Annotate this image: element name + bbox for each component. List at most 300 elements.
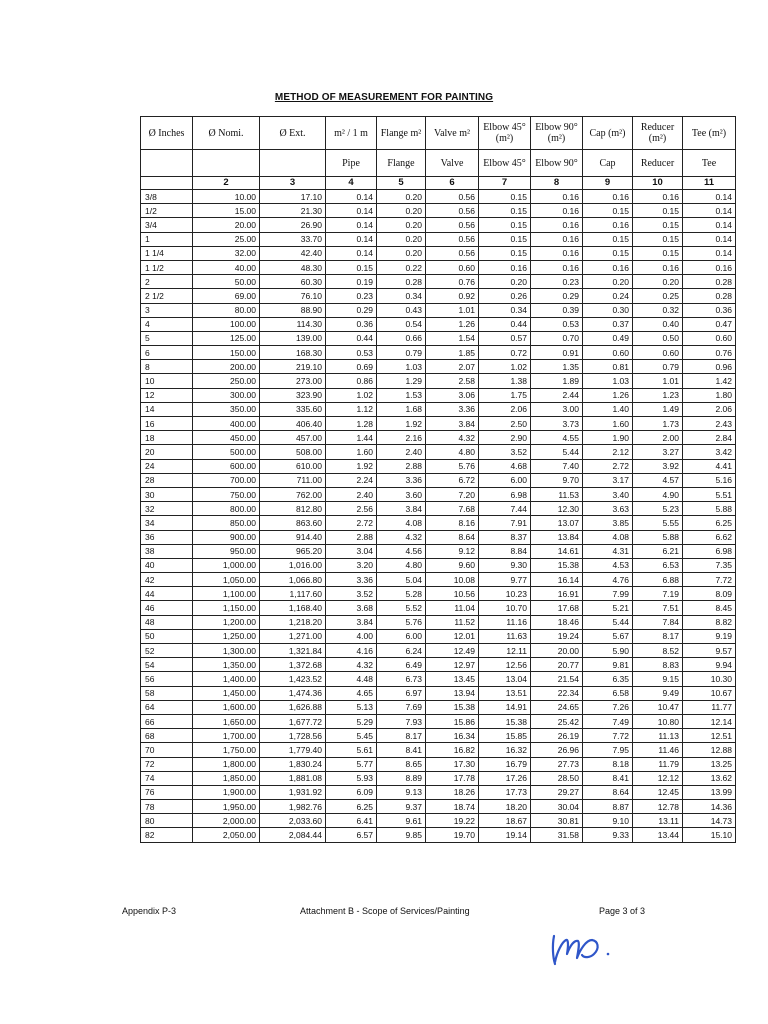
table-cell: 0.20 [377,246,426,260]
table-cell: 0.15 [479,218,531,232]
table-cell: 0.47 [683,317,736,331]
table-cell: 3.36 [426,402,479,416]
table-cell: 11.16 [479,615,531,629]
table-cell: 5.76 [377,615,426,629]
col-subheader: Elbow 90° [531,150,583,177]
table-cell: 500.00 [193,445,260,459]
table-cell: 18.46 [531,615,583,629]
table-cell: 16.34 [426,729,479,743]
signature-initials [548,928,612,968]
table-cell: 1,050.00 [193,573,260,587]
table-cell: 139.00 [260,331,326,345]
table-cell: 60.30 [260,275,326,289]
col-header: m² / 1 m [326,117,377,150]
table-cell: 0.56 [426,246,479,260]
table-cell: 0.54 [377,317,426,331]
col-header: Ø Ext. [260,117,326,150]
table-cell: 0.37 [583,317,633,331]
table-cell: 4.32 [426,431,479,445]
table-cell: 8.65 [377,757,426,771]
col-header: Flange m² [377,117,426,150]
col-number: 3 [260,177,326,190]
table-cell: 10.08 [426,573,479,587]
table-cell: 0.16 [531,260,583,274]
table-cell: 26.90 [260,218,326,232]
pipe-size-inches: 80 [141,814,193,828]
pipe-size-inches: 58 [141,686,193,700]
table-cell: 150.00 [193,346,260,360]
pipe-size-inches: 1 1/2 [141,260,193,274]
table-cell: 13.99 [683,785,736,799]
table-cell: 13.25 [683,757,736,771]
table-cell: 27.73 [531,757,583,771]
table-cell: 2.06 [479,402,531,416]
table-cell: 0.14 [326,246,377,260]
table-cell: 0.56 [426,232,479,246]
table-cell: 0.16 [531,232,583,246]
table-cell: 3.84 [377,502,426,516]
table-cell: 13.45 [426,672,479,686]
table-cell: 6.49 [377,658,426,672]
table-row [141,388,736,402]
table-cell: 0.79 [633,360,683,374]
pipe-size-inches: 1 [141,232,193,246]
table-cell: 0.15 [633,246,683,260]
pipe-size-inches: 52 [141,644,193,658]
col-number: 7 [479,177,531,190]
table-cell: 4.31 [583,544,633,558]
table-cell: 42.40 [260,246,326,260]
table-cell: 16.79 [479,757,531,771]
table-cell: 48.30 [260,260,326,274]
table-cell: 1.38 [479,374,531,388]
table-cell: 88.90 [260,303,326,317]
pipe-size-inches: 82 [141,828,193,842]
table-cell: 7.35 [683,558,736,572]
table-cell: 1,850.00 [193,771,260,785]
table-cell: 2.88 [326,530,377,544]
table-row [141,232,736,246]
table-row [141,686,736,700]
table-cell: 2.50 [479,417,531,431]
table-cell: 0.50 [633,331,683,345]
table-row [141,743,736,757]
table-cell: 17.26 [479,771,531,785]
pipe-size-inches: 56 [141,672,193,686]
table-cell: 4.00 [326,629,377,643]
table-cell: 13.04 [479,672,531,686]
table-cell: 0.20 [479,275,531,289]
col-header: Ø Nomi. [193,117,260,150]
table-cell: 219.10 [260,360,326,374]
table-cell: 19.24 [531,629,583,643]
table-cell: 1,423.52 [260,672,326,686]
pipe-size-inches: 64 [141,700,193,714]
table-cell: 1.26 [583,388,633,402]
table-cell: 2,050.00 [193,828,260,842]
table-cell: 7.26 [583,700,633,714]
table-cell: 0.53 [326,346,377,360]
table-cell: 14.73 [683,814,736,828]
page-title: METHOD OF MEASUREMENT FOR PAINTING [274,92,494,103]
table-cell: 406.40 [260,417,326,431]
pipe-size-inches: 42 [141,573,193,587]
pipe-size-inches: 18 [141,431,193,445]
table-cell: 17.68 [531,601,583,615]
table-cell: 6.72 [426,473,479,487]
table-cell: 1,350.00 [193,658,260,672]
table-cell: 8.18 [583,757,633,771]
pipe-size-inches: 30 [141,487,193,501]
pipe-size-inches: 24 [141,459,193,473]
table-cell: 2.56 [326,502,377,516]
col-header: Ø Inches [141,117,193,150]
table-cell: 1.01 [633,374,683,388]
table-cell: 1,650.00 [193,714,260,728]
pipe-size-inches: 34 [141,516,193,530]
table-cell: 1,450.00 [193,686,260,700]
table-cell: 0.20 [583,275,633,289]
table-row [141,601,736,615]
table-cell: 12.14 [683,714,736,728]
table-row [141,459,736,473]
table-cell: 3.42 [683,445,736,459]
table-cell: 1,931.92 [260,785,326,799]
pipe-size-inches: 5 [141,331,193,345]
table-cell: 4.32 [326,658,377,672]
pipe-size-inches: 14 [141,402,193,416]
table-cell: 0.16 [683,260,736,274]
table-cell: 11.53 [531,487,583,501]
table-cell: 6.41 [326,814,377,828]
pipe-size-inches: 28 [141,473,193,487]
col-subheader: Flange [377,150,426,177]
table-cell: 3.92 [633,459,683,473]
table-cell: 0.92 [426,289,479,303]
table-cell: 2.90 [479,431,531,445]
table-cell: 1,900.00 [193,785,260,799]
table-cell: 1,830.24 [260,757,326,771]
table-cell: 6.00 [479,473,531,487]
table-cell: 5.67 [583,629,633,643]
table-cell: 3.85 [583,516,633,530]
table-cell: 900.00 [193,530,260,544]
table-cell: 8.84 [479,544,531,558]
table-cell: 12.78 [633,800,683,814]
table-cell: 0.36 [683,303,736,317]
table-cell: 18.20 [479,800,531,814]
table-cell: 1.42 [683,374,736,388]
table-cell: 0.15 [633,232,683,246]
table-cell: 323.90 [260,388,326,402]
table-cell: 9.33 [583,828,633,842]
table-cell: 2.07 [426,360,479,374]
table-cell: 76.10 [260,289,326,303]
table-cell: 5.77 [326,757,377,771]
table-cell: 0.28 [377,275,426,289]
table-cell: 5.90 [583,644,633,658]
table-cell: 12.30 [531,502,583,516]
table-cell: 3.52 [479,445,531,459]
table-cell: 0.28 [683,275,736,289]
table-cell: 950.00 [193,544,260,558]
table-row [141,473,736,487]
header-row-types [141,150,736,177]
table-cell: 5.93 [326,771,377,785]
table-row [141,800,736,814]
table-row [141,700,736,714]
table-cell: 1,677.72 [260,714,326,728]
pipe-size-inches: 6 [141,346,193,360]
table-cell: 800.00 [193,502,260,516]
col-subheader [141,150,193,177]
pipe-size-inches: 72 [141,757,193,771]
table-cell: 0.29 [531,289,583,303]
table-cell: 9.85 [377,828,426,842]
table-cell: 15.38 [426,700,479,714]
table-row [141,431,736,445]
table-cell: 1,372.68 [260,658,326,672]
table-cell: 2.12 [583,445,633,459]
table-cell: 0.76 [426,275,479,289]
col-subheader: Pipe [326,150,377,177]
table-cell: 9.61 [377,814,426,828]
table-cell: 0.26 [479,289,531,303]
table-cell: 1,700.00 [193,729,260,743]
table-cell: 0.20 [377,190,426,204]
table-cell: 0.16 [479,260,531,274]
table-cell: 8.16 [426,516,479,530]
table-cell: 1.23 [633,388,683,402]
table-cell: 6.00 [377,629,426,643]
pipe-size-inches: 12 [141,388,193,402]
pipe-size-inches: 20 [141,445,193,459]
table-cell: 1.01 [426,303,479,317]
table-cell: 100.00 [193,317,260,331]
col-number: 2 [193,177,260,190]
table-cell: 0.15 [583,204,633,218]
table-cell: 14.91 [479,700,531,714]
table-cell: 1,016.00 [260,558,326,572]
table-cell: 0.20 [377,218,426,232]
table-cell: 1.53 [377,388,426,402]
table-cell: 7.68 [426,502,479,516]
table-cell: 25.00 [193,232,260,246]
table-cell: 5.23 [633,502,683,516]
table-cell: 3.84 [326,615,377,629]
table-cell: 3.06 [426,388,479,402]
table-cell: 7.93 [377,714,426,728]
table-cell: 1,881.08 [260,771,326,785]
table-cell: 200.00 [193,360,260,374]
table-row [141,629,736,643]
table-cell: 14.61 [531,544,583,558]
table-cell: 5.44 [583,615,633,629]
table-cell: 6.35 [583,672,633,686]
table-row [141,303,736,317]
table-cell: 0.20 [377,204,426,218]
table-cell: 19.70 [426,828,479,842]
table-cell: 0.15 [479,246,531,260]
table-cell: 5.88 [633,530,683,544]
table-cell: 0.56 [426,190,479,204]
table-cell: 1,321.84 [260,644,326,658]
table-cell: 9.70 [531,473,583,487]
table-cell: 2.72 [583,459,633,473]
table-cell: 2,084.44 [260,828,326,842]
table-cell: 1.54 [426,331,479,345]
table-cell: 19.22 [426,814,479,828]
table-row [141,828,736,842]
table-cell: 400.00 [193,417,260,431]
table-row [141,346,736,360]
table-cell: 0.53 [531,317,583,331]
table-cell: 1,626.88 [260,700,326,714]
table-cell: 5.21 [583,601,633,615]
table-cell: 20.00 [193,218,260,232]
table-row [141,260,736,274]
table-cell: 125.00 [193,331,260,345]
col-number: 6 [426,177,479,190]
table-row [141,771,736,785]
table-cell: 600.00 [193,459,260,473]
table-cell: 1,250.00 [193,629,260,643]
table-cell: 0.25 [633,289,683,303]
table-cell: 1.80 [683,388,736,402]
table-cell: 1.28 [326,417,377,431]
table-cell: 0.44 [326,331,377,345]
table-cell: 16.32 [479,743,531,757]
table-cell: 16.91 [531,587,583,601]
table-row [141,275,736,289]
table-cell: 0.15 [479,232,531,246]
table-cell: 0.16 [531,204,583,218]
table-cell: 711.00 [260,473,326,487]
table-cell: 7.84 [633,615,683,629]
table-cell: 0.14 [326,204,377,218]
table-row [141,814,736,828]
col-number: 9 [583,177,633,190]
table-cell: 8.37 [479,530,531,544]
table-cell: 0.22 [377,260,426,274]
table-cell: 17.73 [479,785,531,799]
table-cell: 0.96 [683,360,736,374]
table-cell: 18.67 [479,814,531,828]
table-cell: 750.00 [193,487,260,501]
table-cell: 0.14 [683,232,736,246]
table-cell: 508.00 [260,445,326,459]
table-body [141,117,736,843]
table-cell: 1,982.76 [260,800,326,814]
table-cell: 0.60 [426,260,479,274]
table-cell: 2,033.60 [260,814,326,828]
table-cell: 1,728.56 [260,729,326,743]
table-cell: 5.13 [326,700,377,714]
table-cell: 6.88 [633,573,683,587]
table-cell: 11.79 [633,757,683,771]
table-cell: 3.52 [326,587,377,601]
table-cell: 965.20 [260,544,326,558]
table-cell: 6.98 [479,487,531,501]
table-cell: 4.57 [633,473,683,487]
table-cell: 8.52 [633,644,683,658]
table-cell: 0.66 [377,331,426,345]
table-cell: 1,400.00 [193,672,260,686]
table-cell: 5.52 [377,601,426,615]
table-cell: 28.50 [531,771,583,785]
table-cell: 0.14 [683,204,736,218]
table-cell: 11.13 [633,729,683,743]
table-cell: 0.16 [583,260,633,274]
table-cell: 0.69 [326,360,377,374]
table-cell: 1.92 [377,417,426,431]
table-cell: 5.45 [326,729,377,743]
table-cell: 6.58 [583,686,633,700]
table-cell: 13.51 [479,686,531,700]
table-cell: 0.15 [633,218,683,232]
table-cell: 1,218.20 [260,615,326,629]
col-subheader [260,150,326,177]
table-row [141,672,736,686]
table-cell: 0.14 [683,246,736,260]
table-cell: 26.19 [531,729,583,743]
table-row [141,502,736,516]
col-subheader: Elbow 45° [479,150,531,177]
table-cell: 69.00 [193,289,260,303]
table-cell: 6.97 [377,686,426,700]
table-cell: 13.07 [531,516,583,530]
table-cell: 10.23 [479,587,531,601]
table-cell: 0.72 [479,346,531,360]
table-row [141,729,736,743]
footer-attachment: Attachment B - Scope of Services/Painting [300,906,470,916]
table-cell: 1.02 [326,388,377,402]
table-cell: 1,800.00 [193,757,260,771]
table-cell: 4.90 [633,487,683,501]
table-cell: 16.14 [531,573,583,587]
table-cell: 0.14 [326,218,377,232]
table-cell: 7.49 [583,714,633,728]
table-cell: 8.64 [583,785,633,799]
table-cell: 0.60 [583,346,633,360]
table-cell: 3.36 [377,473,426,487]
pipe-size-inches: 40 [141,558,193,572]
table-cell: 13.62 [683,771,736,785]
table-cell: 40.00 [193,260,260,274]
table-cell: 1.75 [479,388,531,402]
table-cell: 30.81 [531,814,583,828]
table-cell: 10.80 [633,714,683,728]
table-cell: 1,779.40 [260,743,326,757]
pipe-size-inches: 48 [141,615,193,629]
table-cell: 0.16 [633,190,683,204]
table-cell: 7.91 [479,516,531,530]
table-cell: 4.32 [377,530,426,544]
table-cell: 4.53 [583,558,633,572]
table-cell: 9.77 [479,573,531,587]
table-cell: 0.60 [683,331,736,345]
table-cell: 2.06 [683,402,736,416]
table-cell: 0.70 [531,331,583,345]
table-cell: 0.15 [326,260,377,274]
table-cell: 10.67 [683,686,736,700]
table-cell: 0.23 [531,275,583,289]
table-row [141,331,736,345]
table-cell: 5.76 [426,459,479,473]
table-cell: 1,271.00 [260,629,326,643]
col-header: Valve m² [426,117,479,150]
table-cell: 0.15 [479,204,531,218]
